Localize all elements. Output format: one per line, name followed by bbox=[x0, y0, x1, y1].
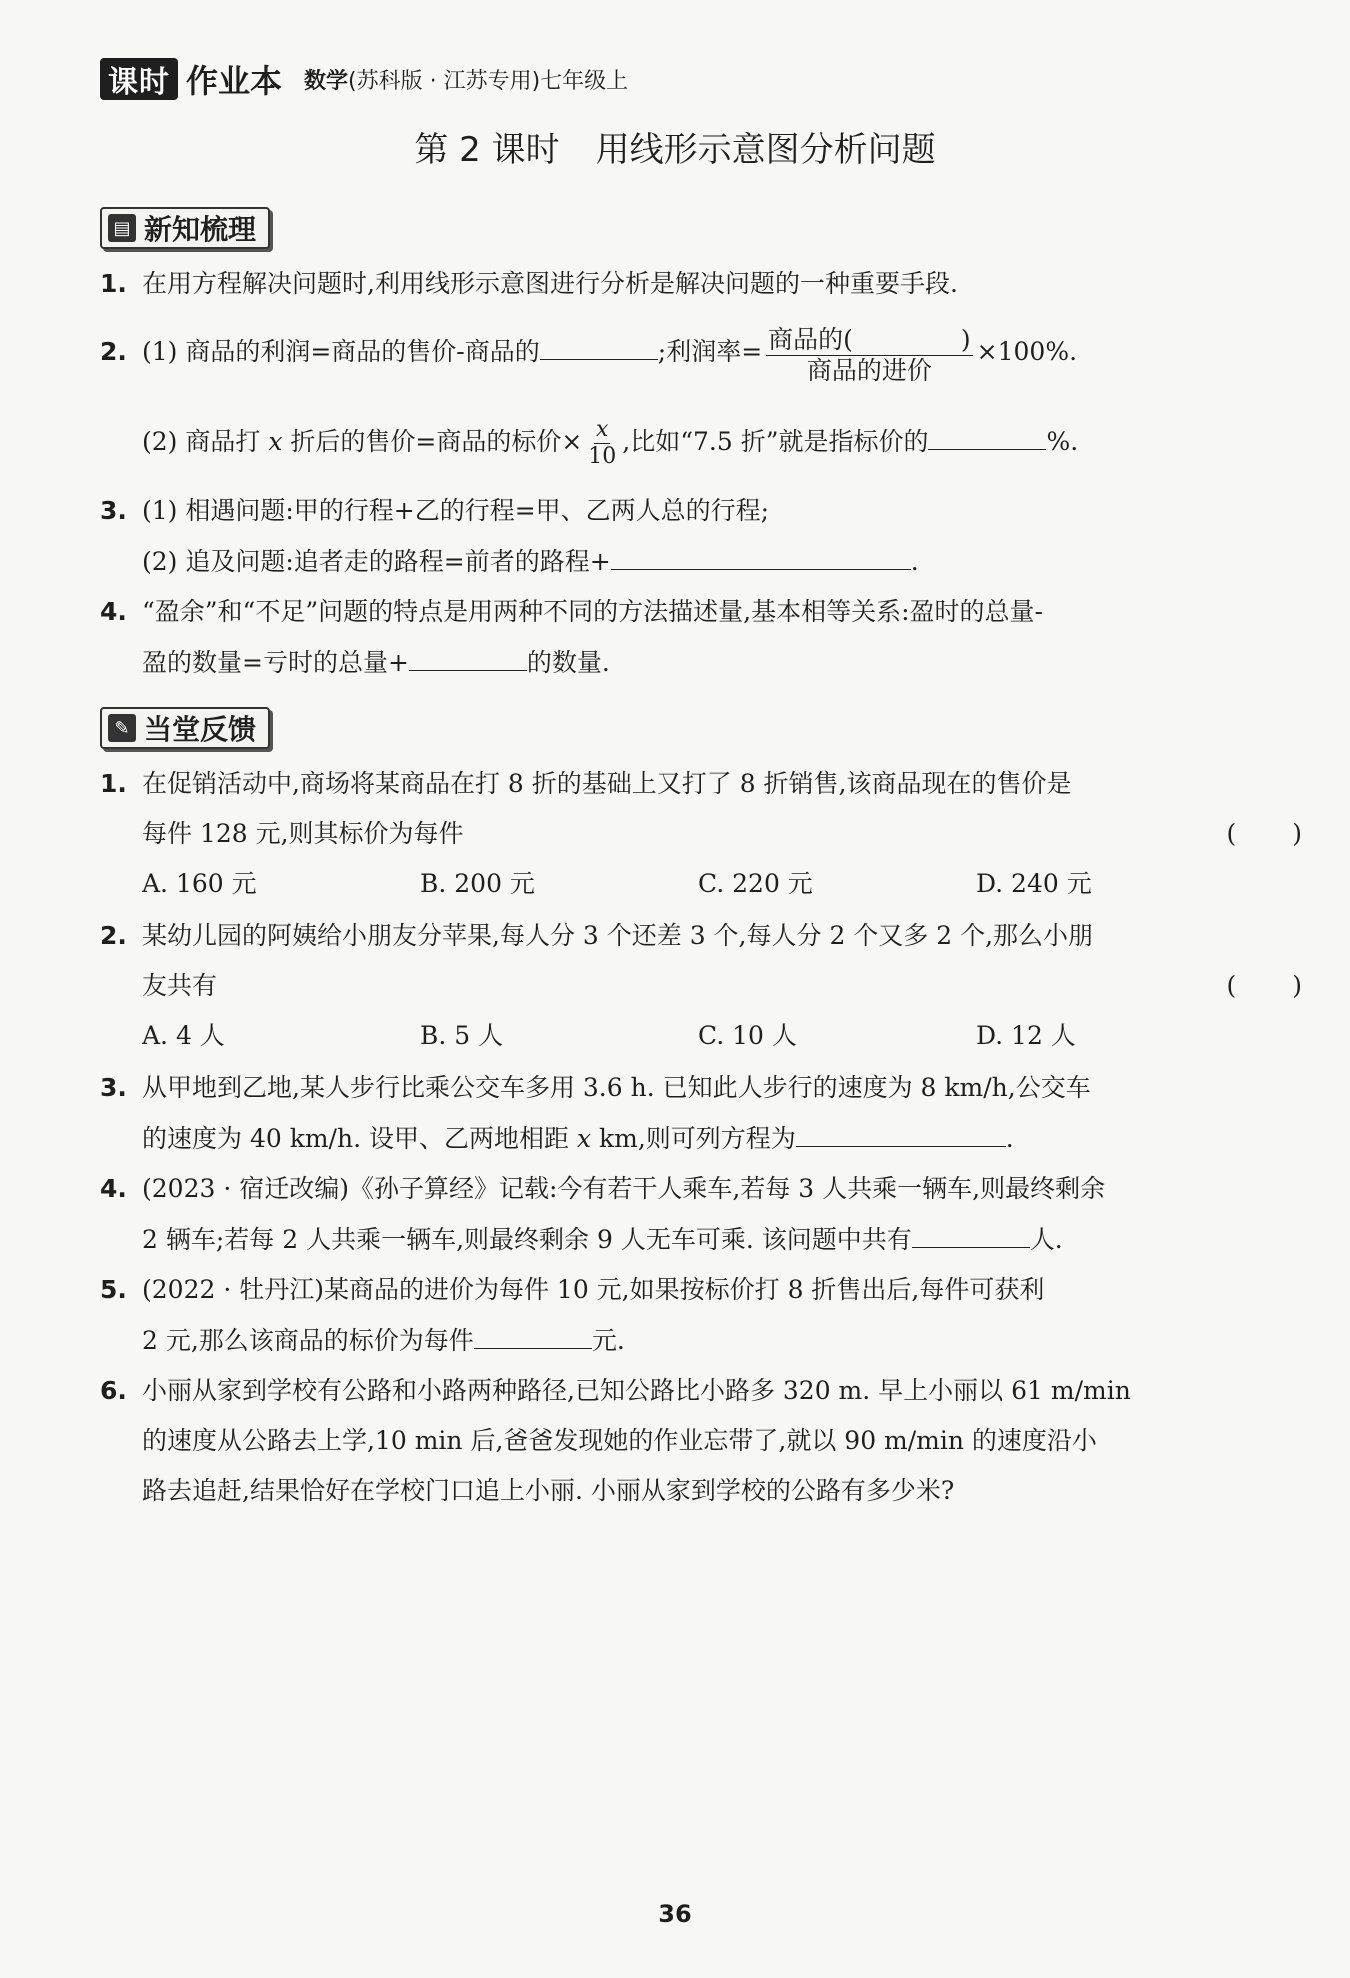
question-text: (2023 · 宿迁改编)《孙子算经》记载:今有若干人乘车,若每 3 人共乘一辆车,则最终剩余 bbox=[142, 1174, 1106, 1203]
answer-bracket[interactable] bbox=[1226, 816, 1302, 852]
option-a[interactable]: A. 160 元 bbox=[142, 869, 257, 898]
item-text: “盈余”和“不足”问题的特点是用两种不同的方法描述量,基本相等关系:盈时的总量- bbox=[142, 597, 1043, 626]
answer-blank[interactable] bbox=[409, 644, 527, 671]
question-text: 路去追赶,结果恰好在学校门口追上小丽. 小丽从家到学校的公路有多少米? bbox=[142, 1476, 955, 1505]
question-number: 2. bbox=[100, 921, 127, 950]
answer-blank[interactable] bbox=[928, 423, 1046, 450]
edition: (苏科版 · 江苏专用)七年级上 bbox=[348, 68, 629, 94]
bracket-right: ) bbox=[1292, 819, 1302, 848]
answer-blank[interactable] bbox=[540, 333, 658, 360]
option-b[interactable]: B. 200 元 bbox=[420, 869, 535, 898]
question-1-options bbox=[100, 866, 1302, 902]
question-1-line-1 bbox=[100, 766, 1260, 802]
subject: 数学 bbox=[304, 68, 349, 94]
bracket-left: ( bbox=[1226, 971, 1237, 1000]
question-text: 友共有 bbox=[142, 971, 218, 1000]
bracket-right: ) bbox=[1292, 971, 1302, 1000]
question-text: 元. bbox=[591, 1326, 625, 1355]
question-text: 的速度为 40 km/h. 设甲、乙两地相距 bbox=[142, 1124, 577, 1153]
item-text: . bbox=[910, 547, 919, 576]
question-text: 某幼儿园的阿姨给小朋友分苹果,每人分 3 个还差 3 个,每人分 2 个又多 2 个,那么小朋 bbox=[142, 921, 1094, 950]
answer-blank[interactable] bbox=[796, 1120, 1006, 1147]
section-heading-practice bbox=[100, 707, 270, 749]
logo-text: 课时 bbox=[108, 65, 170, 100]
profit-rate-fraction bbox=[766, 322, 973, 386]
item-number: 1. bbox=[100, 269, 127, 298]
item-text: (1) 相遇问题:甲的行程+乙的行程=甲、乙两人总的行程; bbox=[142, 496, 770, 525]
item-text: (1) 商品的利润=商品的售价-商品的 bbox=[142, 337, 540, 366]
answer-blank[interactable] bbox=[611, 543, 911, 570]
fraction-denominator: 10 bbox=[588, 444, 617, 469]
question-6-line-1 bbox=[100, 1373, 1260, 1409]
option-a[interactable]: A. 4 人 bbox=[142, 1021, 225, 1050]
item-text: (2) 追及问题:追者走的路程=前者的路程+ bbox=[142, 547, 611, 576]
question-2-line-2 bbox=[100, 968, 1302, 1004]
answer-blank[interactable] bbox=[474, 1322, 592, 1349]
section-label: 当堂反馈 bbox=[144, 713, 257, 746]
review-item-3-2 bbox=[100, 543, 1302, 580]
option-d[interactable]: D. 240 元 bbox=[976, 869, 1092, 898]
item-text: 折后的售价=商品的标价× bbox=[282, 427, 583, 456]
item-text: ,比如“7.5 折”就是指标价的 bbox=[622, 427, 929, 456]
fraction-numerator-close: ) bbox=[960, 324, 971, 354]
question-6-line-2 bbox=[100, 1423, 1302, 1459]
series-name: 作业本 bbox=[186, 62, 283, 100]
book-icon: ▤ bbox=[108, 214, 136, 242]
question-number: 6. bbox=[100, 1376, 127, 1405]
lesson-number: 第 2 课时 bbox=[414, 130, 560, 170]
review-item-1 bbox=[100, 266, 1260, 302]
question-text: 2 辆车;若每 2 人共乘一辆车,则最终剩余 9 人无车可乘. 该问题中共有 bbox=[142, 1225, 912, 1254]
question-text: . bbox=[1005, 1124, 1014, 1153]
answer-blank[interactable] bbox=[912, 1221, 1030, 1248]
question-5-line-2 bbox=[100, 1322, 1302, 1359]
question-number: 1. bbox=[100, 769, 127, 798]
review-item-3-1 bbox=[100, 493, 1260, 529]
review-item-2-1 bbox=[100, 318, 1260, 386]
question-text: 每件 128 元,则其标价为每件 bbox=[142, 819, 464, 848]
item-number: 3. bbox=[100, 496, 127, 525]
question-text: 小丽从家到学校有公路和小路两种路径,已知公路比小路多 320 m. 早上小丽以 61 m/min bbox=[142, 1376, 1131, 1405]
item-text: %. bbox=[1046, 427, 1079, 456]
item-text: 的数量. bbox=[526, 648, 610, 677]
series-logo bbox=[100, 58, 178, 100]
fraction-numerator: x bbox=[596, 417, 609, 442]
fraction-denominator: 商品的进价 bbox=[806, 355, 932, 385]
review-item-4-2 bbox=[100, 644, 1302, 681]
question-3-line-1 bbox=[100, 1070, 1260, 1106]
option-c[interactable]: C. 220 元 bbox=[698, 869, 813, 898]
header bbox=[100, 54, 628, 104]
question-1-line-2 bbox=[100, 816, 1302, 852]
question-3-line-2 bbox=[100, 1120, 1302, 1157]
question-number: 3. bbox=[100, 1073, 127, 1102]
answer-blank[interactable] bbox=[853, 322, 961, 348]
answer-bracket[interactable] bbox=[1226, 968, 1302, 1004]
question-text: km,则可列方程为 bbox=[591, 1124, 796, 1153]
item-text: (2) 商品打 bbox=[142, 427, 269, 456]
item-text: ×100%. bbox=[976, 337, 1078, 366]
question-text: 在促销活动中,商场将某商品在打 8 折的基础上又打了 8 折销售,该商品现在的售价是 bbox=[142, 769, 1072, 798]
question-4-line-1 bbox=[100, 1171, 1260, 1207]
variable: x bbox=[268, 427, 283, 456]
section-label: 新知梳理 bbox=[144, 213, 257, 246]
item-number: 2. bbox=[100, 337, 127, 366]
lesson-topic: 用线形示意图分析问题 bbox=[595, 130, 936, 170]
item-number: 4. bbox=[100, 597, 127, 626]
question-2-line-1 bbox=[100, 918, 1260, 954]
question-text: 的速度从公路去上学,10 min 后,爸爸发现她的作业忘带了,就以 90 m/min 的速度沿小 bbox=[142, 1426, 1097, 1455]
question-text: 2 元,那么该商品的标价为每件 bbox=[142, 1326, 474, 1355]
question-number: 5. bbox=[100, 1275, 127, 1304]
question-2-options bbox=[100, 1018, 1302, 1054]
section-heading-review bbox=[100, 207, 270, 249]
question-6-line-3 bbox=[100, 1473, 1302, 1509]
variable: x bbox=[576, 1124, 592, 1153]
discount-fraction bbox=[586, 417, 618, 470]
option-c[interactable]: C. 10 人 bbox=[698, 1021, 797, 1050]
question-4-line-2 bbox=[100, 1221, 1302, 1258]
book-info bbox=[304, 64, 628, 95]
question-5-line-1 bbox=[100, 1272, 1260, 1308]
option-d[interactable]: D. 12 人 bbox=[976, 1021, 1076, 1050]
item-text: 在用方程解决问题时,利用线形示意图进行分析是解决问题的一种重要手段. bbox=[142, 269, 958, 298]
page-number: 36 bbox=[658, 1900, 692, 1928]
question-text: (2022 · 牡丹江)某商品的进价为每件 10 元,如果按标价打 8 折售出后,每件可获利 bbox=[142, 1275, 1045, 1304]
review-item-2-2 bbox=[100, 410, 1302, 474]
question-number: 4. bbox=[100, 1174, 127, 1203]
item-text: ;利润率= bbox=[657, 337, 763, 366]
question-text: 从甲地到乙地,某人步行比乘公交车多用 3.6 h. 已知此人步行的速度为 8 km/h,公交车 bbox=[142, 1073, 1091, 1102]
bracket-left: ( bbox=[1226, 819, 1237, 848]
item-text: 盈的数量=亏时的总量+ bbox=[142, 648, 409, 677]
fraction-numerator: 商品的( bbox=[768, 324, 853, 354]
pencil-icon: ✎ bbox=[108, 714, 136, 742]
option-b[interactable]: B. 5 人 bbox=[420, 1021, 504, 1050]
review-item-4-1 bbox=[100, 594, 1260, 630]
lesson-title bbox=[0, 122, 1350, 171]
question-text: 人. bbox=[1029, 1225, 1063, 1254]
